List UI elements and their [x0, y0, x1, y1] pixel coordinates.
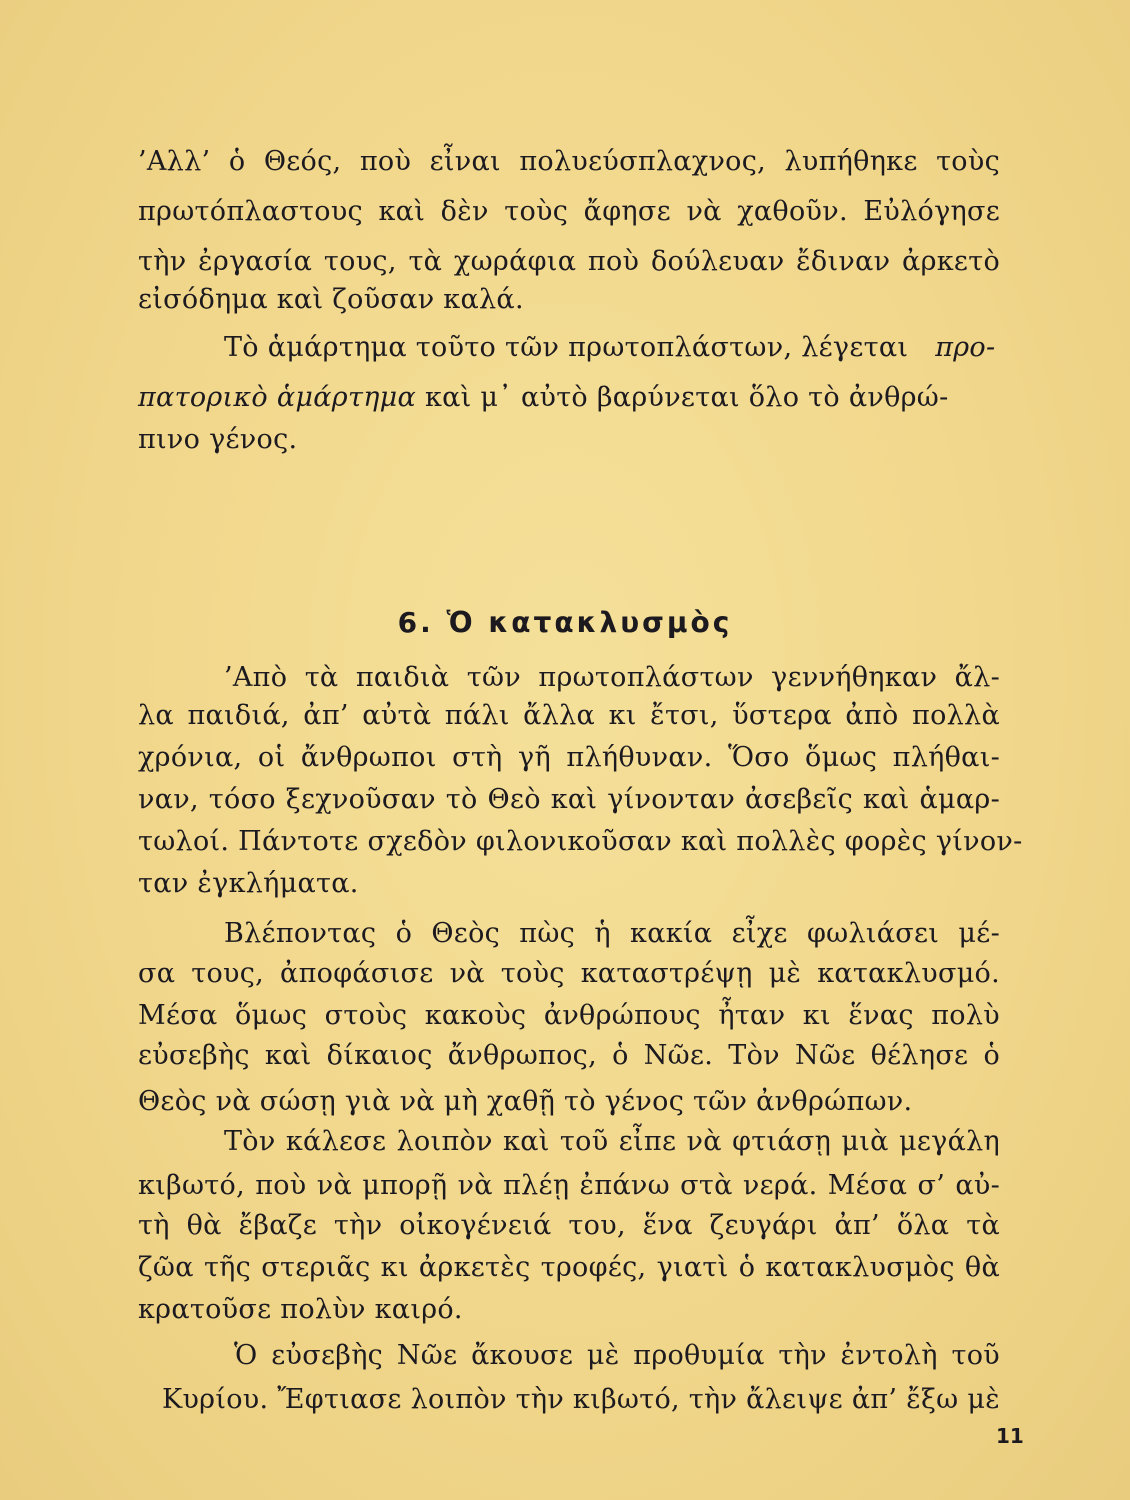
text-line: Ὁ εὐσεβὴς Νῶε ἄκουσε μὲ προθυμία τὴν ἐντολὴ τοῦ [234, 1340, 1000, 1371]
text-fragment: καὶ μ᾿ αὐτὸ βαρύνεται ὅλο τὸ ἀνθρώ- [416, 382, 949, 413]
emphasized-term: πατορικὸ ἁμάρτημα [138, 382, 417, 413]
text-line: πινο γένος. [138, 424, 298, 455]
text-line [224, 332, 995, 363]
text-line: κιβωτό, ποὺ νὰ μπορῇ νὰ πλέῃ ἐπάνω στὰ νερά. Μέσα σ’ αὐ- [138, 1170, 1000, 1201]
text-line: τωλοί. Πάντοτε σχεδὸν φιλονικοῦσαν καὶ πολλὲς φορὲς γίνον- [138, 826, 1023, 857]
text-line: ’Απὸ τὰ παιδιὰ τῶν πρωτοπλάστων γεννήθηκαν ἄλ- [224, 662, 1000, 693]
text-line: χρόνια, οἱ ἄνθρωποι στὴ γῆ πλήθυναν. Ὅσο ὅμως πλήθαι- [138, 742, 1000, 773]
text-line: σα τους, ἀποφάσισε νὰ τοὺς καταστρέψῃ μὲ κατακλυσμό. [138, 958, 1000, 989]
text-line: Βλέποντας ὁ Θεὸς πὼς ἡ κακία εἶχε φωλιάσει μέ- [224, 918, 1000, 949]
text-line: Θεὸς νὰ σώσῃ γιὰ νὰ μὴ χαθῇ τὸ γένος τῶν ἀνθρώπων. [138, 1086, 913, 1117]
text-line: ’Αλλ’ ὁ Θεός, ποὺ εἶναι πολυεύσπλαχνος, λυπήθηκε τοὺς [138, 146, 1000, 177]
emphasized-term: προ- [935, 332, 996, 363]
text-line: κρατοῦσε πολὺν καιρό. [138, 1294, 463, 1325]
text-line: λα παιδιά, ἀπ’ αὐτὰ πάλι ἄλλα κι ἔτσι, ὕστερα ἀπὸ πολλὰ [138, 700, 1000, 731]
text-line: ναν, τόσο ξεχνοῦσαν τὸ Θεὸ καὶ γίνονταν ἀσεβεῖς καὶ ἁμαρ- [138, 784, 1000, 815]
text-line: τὴ θὰ ἔβαζε τὴν οἰκογένειά του, ἕνα ζευγάρι ἀπ’ ὅλα τὰ [138, 1210, 1000, 1241]
text-line [138, 382, 949, 413]
page-number: 11 [996, 1424, 1024, 1448]
text-line: εἰσόδημα καὶ ζοῦσαν καλά. [138, 284, 524, 315]
text-fragment: Τὸ ἁμάρτημα τοῦτο τῶν πρωτοπλάστων, λέγεται [224, 332, 909, 363]
section-heading: 6. Ὁ κατακλυσμὸς [397, 606, 733, 639]
text-line: πρωτόπλαστους καὶ δὲν τοὺς ἄφησε νὰ χαθοῦν. Εὐλόγησε [138, 196, 1000, 227]
text-line: ταν ἐγκλήματα. [138, 868, 359, 899]
text-line: τὴν ἐργασία τους, τὰ χωράφια ποὺ δούλευαν ἔδιναν ἀρκετὸ [138, 246, 1000, 277]
text-line: εὐσεβὴς καὶ δίκαιος ἄνθρωπος, ὁ Νῶε. Τὸν Νῶε θέλησε ὁ [138, 1040, 1000, 1071]
text-line: Τὸν κάλεσε λοιπὸν καὶ τοῦ εἶπε νὰ φτιάσῃ μιὰ μεγάλη [224, 1126, 1000, 1157]
text-line: ζῶα τῆς στεριᾶς κι ἀρκετὲς τροφές, γιατὶ ὁ κατακλυσμὸς θὰ [138, 1252, 1000, 1283]
text-line: Κυρίου. Ἔφτιασε λοιπὸν τὴν κιβωτό, τὴν ἄλειψε ἀπ’ ἔξω μὲ [162, 1384, 1000, 1415]
text-line: Μέσα ὅμως στοὺς κακοὺς ἀνθρώπους ἦταν κι ἕνας πολὺ [138, 1000, 1000, 1031]
